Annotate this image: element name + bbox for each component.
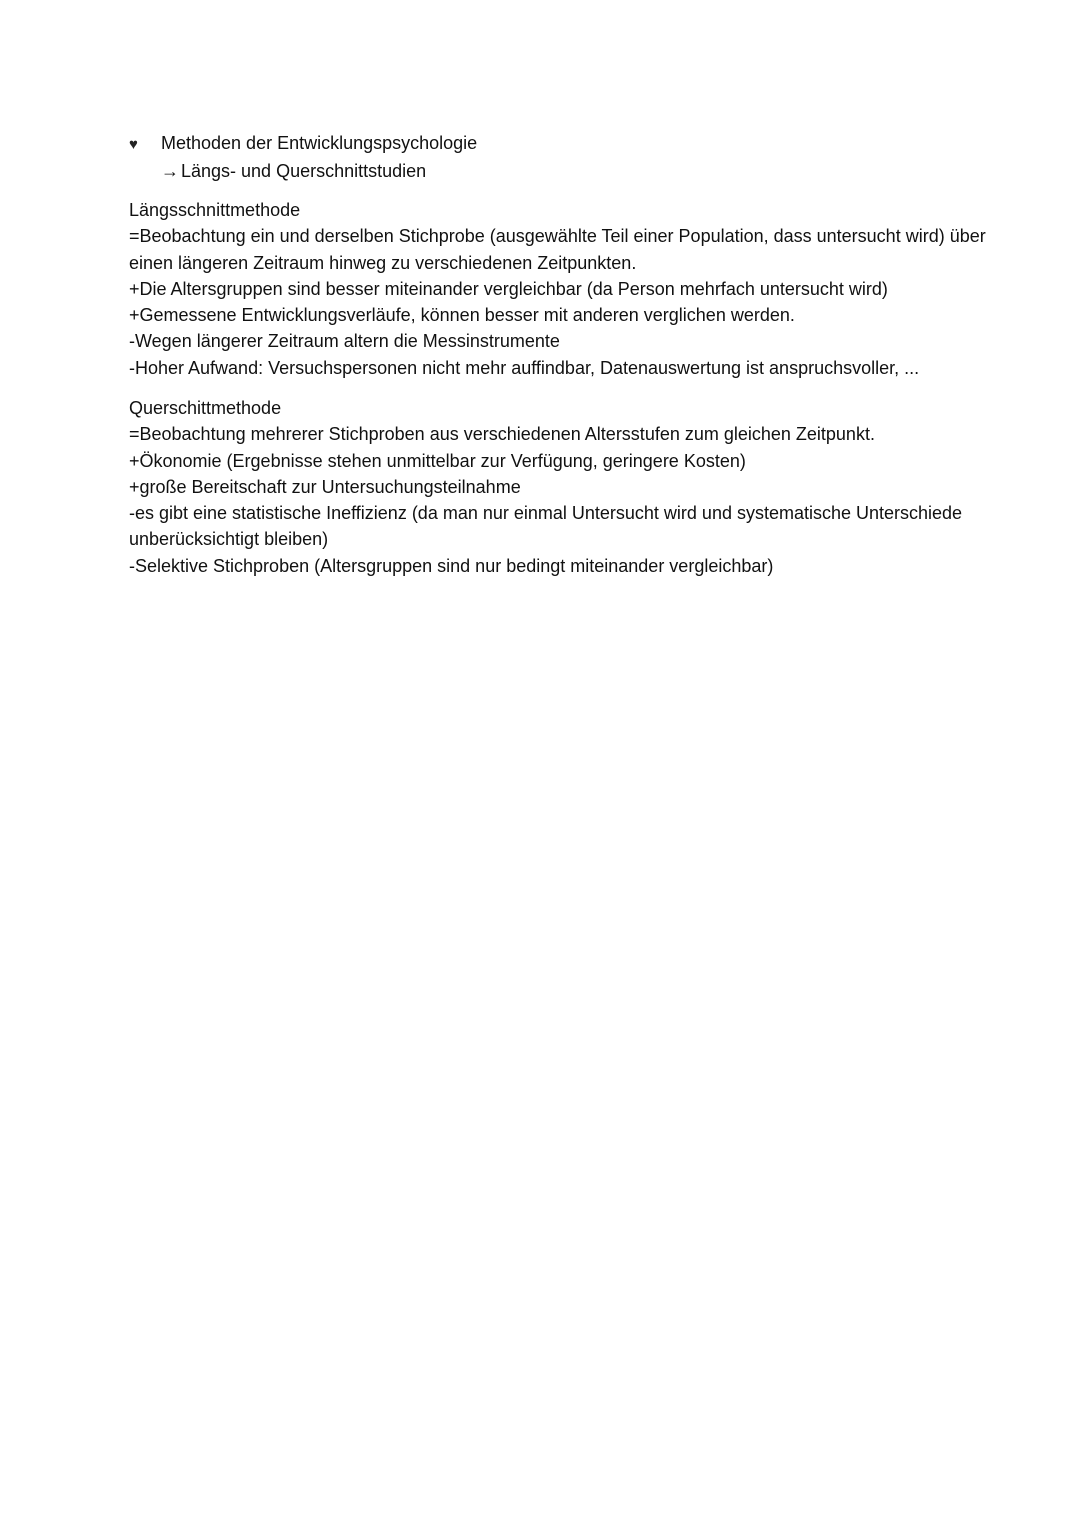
pro-line: +Die Altersgruppen sind besser miteinander vergleichbar (da Person mehrfach untersucht wird) xyxy=(129,278,888,299)
definition-line: =Beobachtung ein und derselben Stichprobe (ausgewählte Teil einer Population, dass untersucht wird) über einen längeren Zeitraum hinweg zu verschiedenen Zeitpunkten. xyxy=(129,226,986,273)
section-laengsschnitt xyxy=(129,197,989,381)
topic-subtitle: Längs- und Querschnittstudien xyxy=(181,161,427,181)
pro-line: +Ökonomie (Ergebnisse stehen unmittelbar zur Verfügung, geringere Kosten) xyxy=(129,450,746,471)
topic-subtitle-line xyxy=(129,158,949,184)
topic-bullet xyxy=(129,130,949,184)
section-querschnitt xyxy=(129,395,989,579)
con-line: -Hoher Aufwand: Versuchspersonen nicht mehr auffindbar, Datenauswertung ist anspruchsvoller, ... xyxy=(129,357,920,378)
con-line: -es gibt eine statistische Ineffizienz (da man nur einmal Untersucht wird und systematische Unterschiede unberücksichtigt bleiben) xyxy=(129,503,963,550)
topic-title: Methoden der Entwicklungspsychologie xyxy=(161,133,478,153)
pro-line: +große Bereitschaft zur Untersuchungsteilnahme xyxy=(129,476,521,497)
heart-icon: ♥ xyxy=(129,136,138,153)
definition-line: =Beobachtung mehrerer Stichproben aus verschiedenen Altersstufen zum gleichen Zeitpunkt. xyxy=(129,424,875,445)
arrow-right-icon: → xyxy=(161,161,179,181)
topic-title-line xyxy=(129,130,949,158)
section-heading: Querschittmethode xyxy=(129,398,282,418)
con-line: -Selektive Stichproben (Altersgruppen sind nur bedingt miteinander vergleichbar) xyxy=(129,555,774,576)
section-heading: Längsschnittmethode xyxy=(129,200,301,220)
pro-line: +Gemessene Entwicklungsverläufe, können besser mit anderen verglichen werden. xyxy=(129,305,795,326)
con-line: -Wegen längerer Zeitraum altern die Messinstrumente xyxy=(129,331,560,352)
